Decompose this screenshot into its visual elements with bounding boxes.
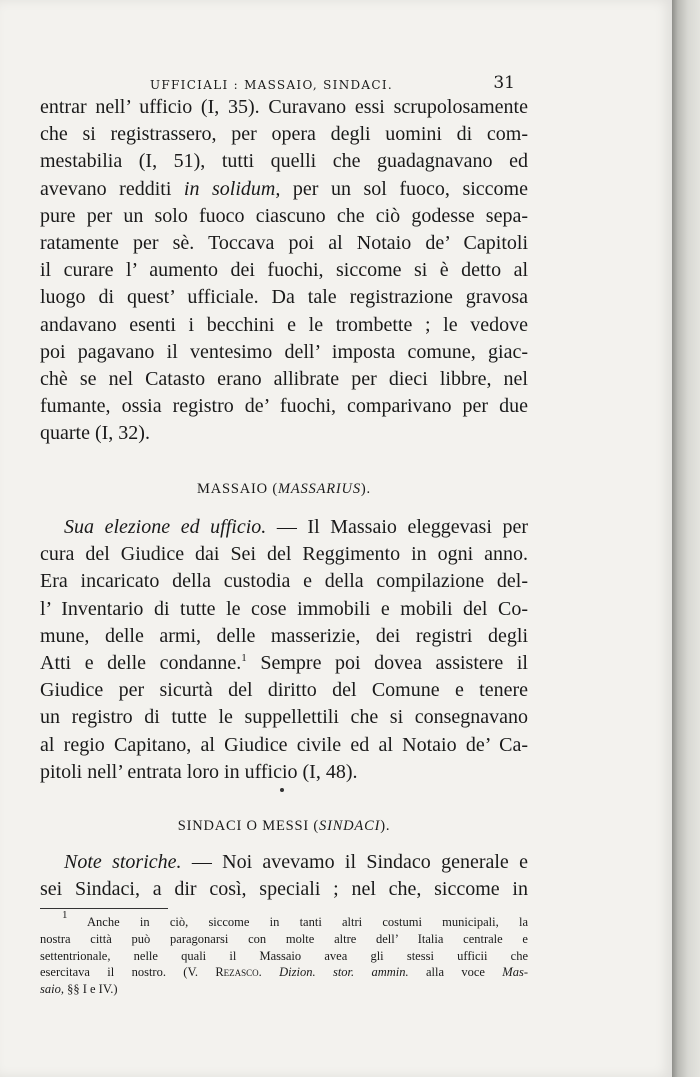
cited-entry: saio, [40, 982, 64, 997]
footnote-line: settentrionale, nelle quali il Massaio avea gli stessi ufficii che [40, 948, 528, 963]
text-segment: Anche in ciò, siccome in tanti altri costumi municipali, la [67, 915, 528, 929]
text-line [40, 849, 528, 876]
text-line [40, 514, 528, 541]
text-line: poi pagavano il ventesimo dell’ imposta comune, giac- [40, 340, 528, 363]
heading-latin: SINDACI [319, 818, 381, 834]
cited-work: Dizion. stor. ammin. [279, 965, 409, 980]
cited-entry: Mas- [502, 965, 528, 980]
heading-latin: MASSARIUS [277, 481, 361, 497]
author-name: Rezasco. [215, 965, 262, 980]
text-line: Era incaricato della custodia e della compilazione del- [40, 570, 528, 593]
section-heading-massaio [40, 481, 528, 498]
text-line: ratamente per sè. Toccava poi al Notaio de’ Capitoli [40, 231, 528, 254]
text-segment: alla voce [408, 965, 503, 980]
text-segment: per un sol fuoco, siccome [280, 177, 528, 200]
page-number: 31 [493, 73, 515, 93]
stray-ink-dot [280, 788, 284, 792]
text-line: pure per un solo fuoco ciascuno che ciò godesse sepa- [40, 204, 528, 227]
text-line: cura del Giudice dai Sei del Reggimento in ogni anno. [40, 543, 528, 566]
latin-phrase: in solidum, [183, 177, 281, 200]
paragraph-subtitle: Sua elezione ed ufficio. [64, 516, 267, 538]
text-line: il curare l’ aumento dei fuochi, siccome si è detto al [40, 259, 528, 282]
text-line: entrar nell’ ufficio (I, 35). Curavano essi scrupolosamente [40, 96, 528, 118]
text-segment: — Il Massaio eleggevasi per [266, 516, 528, 538]
text-line: mune, delle armi, delle masserizie, dei registri degli [40, 624, 528, 647]
footnote-line [40, 981, 528, 998]
section-heading-sindaci [40, 818, 528, 835]
running-title: UFFICIALI : MASSAIO, SINDACI. [150, 78, 394, 92]
paragraph-subtitle: Note storiche. [64, 851, 182, 873]
text-line: andavano esenti i becchini e le trombette ; le vedove [40, 313, 528, 336]
text-segment: §§ I e IV.) [63, 982, 118, 997]
footnote-line [40, 909, 528, 931]
text-line: luogo di quest’ ufficiale. Da tale registrazione gravosa [40, 286, 528, 309]
text-line: l’ Inventario di tutte le cose immobili e mobili del Co- [40, 597, 528, 620]
text-line: che si registrassero, per opera degli uomini di com- [40, 123, 528, 146]
text-line: mestabilia (I, 51), tutti quelli che guadagnavano ed [40, 150, 528, 173]
footnote-ref: 1 [241, 651, 247, 664]
footnote-marker: 1 [62, 909, 68, 921]
text-line: chè se nel Catasto erano allibrate per dieci libbre, nel [40, 367, 528, 390]
heading-text: MASSAIO ( [197, 481, 278, 497]
text-segment: Atti e delle condanne. [40, 651, 242, 674]
text-segment: Sempre poi dovea assistere il [246, 651, 528, 674]
footnote [40, 909, 528, 998]
text-line: pitoli nell’ entrata loro in ufficio (I, 48). [40, 760, 358, 783]
footnote-line [40, 964, 528, 981]
heading-close: ). [360, 481, 371, 497]
massaio-paragraph [40, 514, 528, 786]
text-segment: avevano redditi [40, 177, 184, 200]
text-line: fumante, ossia registro de’ fuochi, comparivano per due [40, 395, 528, 418]
footnote-line: nostra città può paragonarsi con molte altre dell’ Italia centrale e [40, 931, 528, 946]
text-line: sei Sindaci, a dir così, speciali ; nel che, siccome in [40, 878, 528, 901]
text-line: quarte (I, 32). [40, 422, 150, 445]
page-edge-shadow [672, 0, 700, 1077]
text-line: un registro di tutte le suppellettili che si consegnavano [40, 706, 528, 729]
text-line: al regio Capitano, al Giudice civile ed al Notaio de’ Ca- [40, 733, 528, 756]
intro-paragraph [40, 94, 528, 447]
heading-close: ). [380, 818, 391, 834]
sindaci-paragraph [40, 849, 528, 903]
text-segment: — Noi avevamo il Sindaco generale e [181, 851, 528, 873]
heading-text: SINDACI O MESSI ( [177, 818, 320, 834]
text-line: Giudice per sicurtà del diritto del Comune e tenere [40, 679, 528, 702]
text-line [40, 176, 528, 203]
text-segment: esercitava il nostro. (V. [40, 965, 216, 980]
text-segment [262, 965, 279, 979]
text-line [40, 650, 528, 677]
footnote-rule [40, 908, 168, 909]
